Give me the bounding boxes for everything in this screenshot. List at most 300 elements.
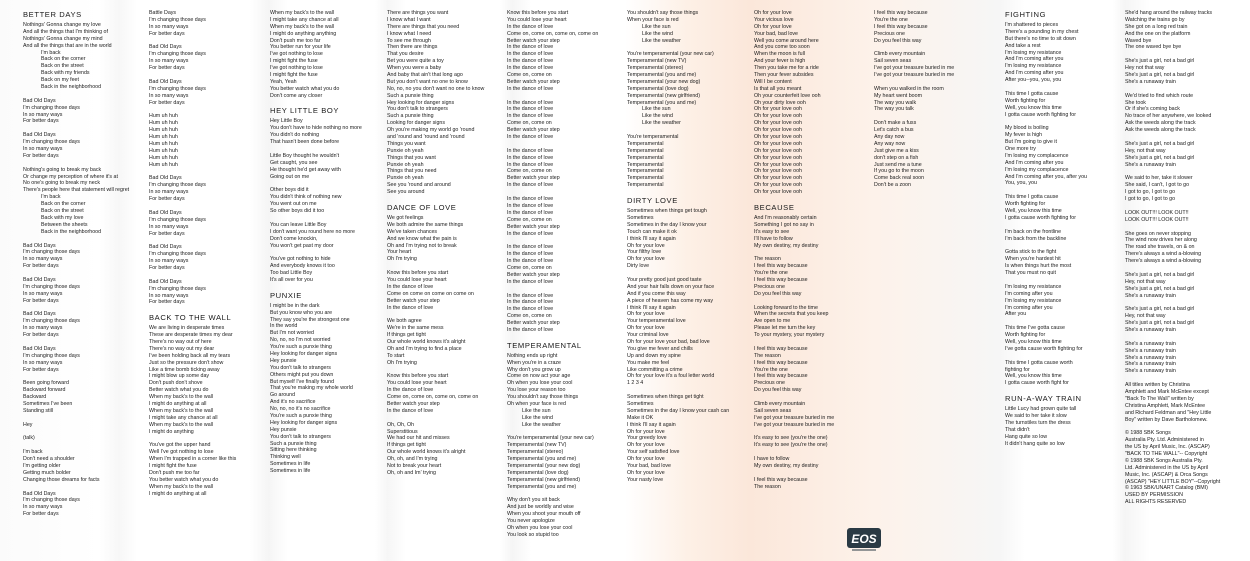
lyric-line: Little Lucy had grown quite tall	[1005, 406, 1077, 413]
lyric-line: We're in the same mess	[387, 325, 444, 332]
lyric-line: She'd hang around the railway tracks	[1125, 10, 1212, 16]
lyric-line: Like a time bomb ticking away	[149, 366, 220, 373]
lyric-line: You've got nothing to hide	[270, 256, 331, 263]
lyric-line: Like the sun	[642, 106, 671, 113]
lyric-line: Oh for your love ooh	[754, 182, 802, 189]
verse-block	[23, 243, 145, 271]
lyric-line: In the dance of love	[507, 202, 554, 209]
lyric-line: When I'm trapped in a corner like this	[149, 456, 237, 463]
lyric-line: You shouldn't say those things	[627, 10, 699, 16]
lyric-line: Or change my perception of where it's at	[23, 173, 118, 180]
lyric-line: Precious one	[874, 30, 905, 37]
lyric-line: When your face is red	[627, 16, 679, 23]
lyric-line: That didn't	[1005, 426, 1030, 433]
lyric-line: There's always a wind a-blowing	[1125, 258, 1202, 265]
lyric-line: Hum uh huh	[149, 134, 178, 141]
song-title: TEMPERAMENTAL	[507, 340, 582, 350]
lyric-line: I might take any chance at all	[149, 414, 218, 421]
lyric-line: To start	[387, 352, 405, 359]
lyric-line: Like the wind	[642, 113, 673, 120]
lyric-line: Oh for your love	[627, 428, 665, 435]
lyric-line: Sail seven seas	[754, 407, 792, 414]
lyric-line: Punxie oh yeah	[387, 147, 424, 154]
lyric-line: And baby that ain't that long ago	[387, 72, 463, 79]
verse-block	[874, 10, 1000, 44]
lyric-line: You're temperamental (your new car)	[627, 51, 714, 58]
lyric-line: Temperamental	[627, 147, 664, 154]
lyric-line: Make it OK	[627, 414, 654, 421]
verse-block	[23, 491, 145, 519]
lyric-line: Been going forward	[23, 380, 69, 387]
lyric-line: Superstitious	[387, 428, 418, 435]
lyric-line: When my back's to the wall	[270, 10, 335, 16]
lyric-line: Better watch your step	[387, 297, 440, 304]
lyric-line: When you're hardest hit	[1005, 256, 1061, 263]
lyric-line: Come on now act your age	[507, 373, 571, 380]
lyric-line: Temperamental (your new dog)	[627, 78, 701, 85]
lyric-line: The one waved bye bye	[1125, 44, 1182, 51]
lyric-line: Hey	[23, 421, 33, 428]
lyric-line: Oh you're making my world go 'round	[387, 127, 475, 134]
lyric-line: Don't push me too far	[149, 469, 200, 476]
lyric-line: In so many ways	[149, 58, 189, 65]
lyric-line: Oh for your love	[627, 442, 665, 449]
lyric-line: She's just a girl, not a bad girl	[1125, 58, 1195, 65]
lyric-line: It's easy to see (you're the one)	[754, 442, 828, 449]
lyric-line: Oh your counterfeit love ooh	[754, 92, 821, 99]
lyric-line: We said to her take it slow	[1005, 412, 1067, 419]
lyric-line: Oh when your face is red	[507, 400, 566, 407]
verse-block	[387, 215, 503, 263]
lyric-line: Things that you need	[387, 168, 437, 175]
lyric-line: I got to go, I got to go	[1125, 189, 1176, 196]
lyric-line: You never apologize	[507, 518, 555, 525]
lyric-line: Nothing ends up right	[507, 352, 558, 359]
credit-line: All titles written by Christina	[1125, 382, 1190, 389]
lyric-line: I'm back on the frontline	[1005, 228, 1062, 235]
song-title: DIRTY LOVE	[627, 196, 678, 206]
lyric-line: Well you come around here	[754, 37, 819, 44]
lyric-line: We had our hit and misses	[387, 435, 450, 442]
lyric-line: Getting much bolder	[23, 469, 71, 476]
lyric-line: Oh for your love ooh	[754, 140, 802, 147]
lyric-line: Bad Old Days	[23, 311, 56, 318]
lyric-line: You make me feel	[627, 359, 670, 366]
song-title: DANCE OF LOVE	[387, 202, 457, 212]
lyric-line: Just send me a tune	[874, 161, 922, 168]
lyric-line: I've been holding back all my tears	[149, 352, 231, 359]
lyric-line: I'm changing those days	[23, 318, 80, 325]
lyric-line: In so many ways	[149, 223, 189, 230]
lyric-line: For better days	[23, 366, 59, 373]
verse-block	[874, 51, 1000, 79]
logo-icon	[846, 527, 882, 553]
lyric-line: Like the sun	[642, 23, 671, 30]
verse-block	[507, 353, 623, 429]
lyric-line: This time I gotta cause	[1005, 90, 1059, 97]
verse-block	[149, 175, 267, 203]
lyric-line: My own destiny, my destiny	[754, 463, 819, 469]
lyric-line: Temperamental (you and me)	[507, 456, 577, 463]
lyric-line: My fever is high	[1005, 132, 1043, 139]
lyric-line: I gotta cause worth fighting for	[1005, 111, 1076, 118]
lyric-line: Bad Old Days	[149, 209, 182, 216]
lyric-line: She's just a girl, not a bad girl	[1125, 271, 1195, 278]
lyric-line: And I'm coming after you	[1005, 159, 1064, 166]
lyric-line: In the dance of love	[507, 278, 554, 285]
lyric-line: In the dance of love	[387, 304, 434, 311]
lyrics-column	[754, 10, 870, 497]
lyric-line: I'm changing those days	[149, 285, 206, 292]
lyric-line: We are living in desperate times	[149, 325, 225, 332]
lyric-line: We've taken chances	[387, 228, 438, 235]
lyric-line: Your criminal love	[627, 332, 669, 339]
lyric-line: You're temperamental	[627, 134, 679, 141]
lyric-line: These are desperate times my dear	[149, 332, 233, 339]
lyric-line: Hey, not that way	[1125, 313, 1166, 320]
lyric-line: But I'm not worried	[270, 330, 314, 337]
lyric-line: In so many ways	[23, 290, 63, 297]
lyric-line: Sometimes in life	[270, 461, 311, 468]
lyric-line: You, you, you	[1005, 180, 1037, 187]
song-title: BETTER DAYS	[23, 10, 82, 19]
credit-line: Australia Pty. Ltd. Administered in	[1125, 437, 1204, 444]
verse-block	[23, 380, 145, 414]
lyric-line: It didn't hang quite so low	[1005, 440, 1065, 447]
credit-line: Christina Amphlett, Mark McEntee	[1125, 402, 1206, 409]
lyric-line: Oh for your love ooh	[754, 113, 802, 120]
lyric-line: In the dance of love	[507, 106, 554, 113]
verse-block	[387, 422, 503, 477]
lyric-line: In the dance of love	[507, 147, 554, 154]
verse-block	[387, 270, 503, 311]
lyric-line: I got to go, I got to go	[1125, 196, 1176, 203]
lyric-line: To see me through	[387, 37, 431, 44]
lyric-line: Oh your dirty love ooh	[754, 99, 806, 106]
lyric-line: Oh, oh and Im' trying	[387, 469, 437, 476]
lyric-line: I'm back from the backline	[1005, 235, 1067, 242]
lyric-line: In so many ways	[23, 504, 63, 511]
lyric-line: Oh for your love	[754, 10, 792, 16]
lyric-line: Yeah, Yeah	[270, 78, 297, 85]
lyric-line: But you know who you are	[270, 309, 333, 316]
lyric-line: I've got your treasure buried in me	[874, 65, 955, 72]
verse-block	[1125, 341, 1245, 375]
lyric-line: And I'm coming after you	[1005, 70, 1064, 77]
lyric-line: Hum uh huh	[149, 127, 178, 134]
lyric-line: No, no, no you don't want no one to know	[387, 85, 485, 92]
lyric-line: It's easy to see (you're the one)	[754, 435, 828, 442]
lyric-line: In so many ways	[23, 146, 63, 153]
verse-block	[149, 10, 267, 38]
lyric-line: And the one on the platform	[1125, 30, 1191, 37]
lyric-line: I've got nothing to lose	[270, 65, 323, 72]
lyric-line: In so many ways	[23, 256, 63, 263]
verse-block	[1005, 325, 1120, 353]
lyric-line: fighting for	[1005, 366, 1030, 373]
verse-block	[1125, 272, 1245, 300]
verse-block	[1125, 58, 1245, 86]
lyric-line: This time I've gotta cause	[1005, 325, 1065, 332]
verse-block	[507, 10, 623, 93]
lyric-line: I gotta cause worth fighting for	[1005, 214, 1076, 221]
lyric-line: She's just a girl, not a bad girl	[1125, 154, 1195, 161]
lyric-line: One more try	[1005, 146, 1036, 153]
lyric-line: She's a runaway train	[1125, 347, 1176, 354]
lyric-line: Oh for your love ooh	[754, 161, 802, 168]
verse-block	[23, 449, 145, 483]
verse-block	[627, 394, 749, 484]
lyric-line: Temperamental	[627, 175, 664, 182]
lyric-line: That hasn't been done before	[270, 139, 340, 146]
lyric-line: Bad Old Days	[23, 132, 56, 139]
lyric-line: No one's going to break my neck	[23, 180, 100, 187]
lyric-line: Better watch your step	[507, 127, 560, 134]
lyric-line: Hum uh huh	[149, 154, 178, 161]
lyric-line: Any way now	[874, 140, 906, 147]
lyric-line: She got on a long red train	[1125, 23, 1188, 30]
lyric-line: Backward	[23, 394, 47, 401]
lyric-line: I'm shattered to pieces	[1005, 22, 1059, 28]
lyric-line: Like the weather	[522, 421, 561, 428]
lyric-line: She's a runaway train	[1125, 340, 1176, 347]
lyric-line: She goes on never stopping	[1125, 230, 1191, 237]
verse-block	[270, 256, 382, 284]
lyric-line: Do you feel this way	[754, 387, 802, 394]
lyric-line: Then there are things	[387, 44, 438, 51]
verse-block	[507, 148, 623, 189]
lyric-line: For better days	[149, 99, 185, 106]
lyric-line: In so many ways	[149, 258, 189, 265]
lyric-line: I'm losing my resistance	[1005, 283, 1062, 290]
verse-block	[507, 293, 623, 334]
lyric-line: Hang quite so low	[1005, 433, 1048, 440]
lyric-line: Like the weather	[642, 120, 681, 127]
lyric-line: I feel this way because	[754, 373, 808, 380]
verse-block	[149, 113, 267, 168]
lyric-line: LOOK OUT!!! LOOK OUT!!	[1125, 216, 1189, 223]
lyric-line: Any day now	[874, 134, 905, 141]
lyric-line: She's a runaway train	[1125, 78, 1176, 85]
lyric-line: Temperamental (you and me)	[627, 72, 697, 79]
verse-block	[754, 10, 870, 196]
lyric-line: You didn't do nothing	[270, 132, 320, 139]
lyric-line: When the secrets that you keep	[754, 311, 829, 318]
lyric-line: And all the things that are in the world	[23, 42, 112, 49]
lyric-line: Bad Old Days	[23, 345, 56, 352]
lyric-line: Better watch your step	[507, 78, 560, 85]
lyric-line: Is that all you meant	[754, 85, 802, 92]
lyric-line: And your fever is high	[754, 58, 806, 65]
lyric-line: Bad Old Days	[23, 97, 56, 104]
lyric-line: Battle Days	[149, 10, 177, 16]
lyric-line: Hum uh huh	[149, 161, 178, 168]
credit-line: © 1963 SBK/UNART Catalog (BMI)	[1125, 485, 1208, 492]
lyric-line: Things that you want	[387, 154, 436, 161]
lyric-line: This time I gotta cause	[1005, 194, 1059, 201]
lyric-line: They say you're the strongest one	[270, 316, 350, 323]
lyric-line: For better days	[149, 30, 185, 37]
lyric-line: You better watch what you do	[149, 476, 219, 483]
lyric-line: Know this before you start	[507, 10, 569, 16]
verse-block	[23, 98, 145, 126]
credit-line: Ltd. Administered in the US by April	[1125, 464, 1209, 471]
lyric-line: Temperamental (new girlfriend)	[507, 476, 581, 483]
lyrics-column	[23, 10, 145, 525]
lyric-line: Come on, come on	[507, 216, 552, 223]
verse-block	[754, 346, 870, 394]
verse-block	[1005, 284, 1120, 318]
lyric-line: There are things you want	[387, 10, 449, 16]
lyric-line: Do you feel this way	[754, 290, 802, 297]
lyric-line: She's just a girl, not a bad girl	[1125, 306, 1195, 313]
lyric-line: You don't talk to strangers	[387, 106, 448, 113]
lyric-line: She's a runaway train	[1125, 361, 1176, 368]
lyric-line: In the dance of love	[507, 292, 554, 299]
verse-block	[1005, 125, 1120, 187]
lyric-line: I'm losing my complacence	[1005, 166, 1069, 173]
lyric-line: And everybody knows it too	[270, 263, 335, 270]
lyric-line: In the dance of love	[507, 230, 554, 237]
lyric-line: Between the sheets	[41, 221, 88, 228]
lyric-line: There's no way out of here	[149, 338, 212, 345]
lyric-line: Sometimes when things get tough	[627, 208, 707, 215]
lyric-line: Temperamental (love dog)	[507, 469, 569, 476]
lyric-line: Thinking well	[270, 454, 301, 461]
lyric-line: Come on, come on	[507, 120, 552, 127]
lyric-line: Get caught, you see	[270, 159, 318, 166]
lyric-line: Such a punxie thing	[387, 113, 434, 120]
lyric-line: When the moon is full	[754, 51, 805, 58]
lyric-line: Temperamental	[627, 168, 664, 175]
lyric-line: I'm changing those days	[149, 182, 206, 189]
lyric-line: Oh for your love	[627, 325, 665, 332]
lyric-line: I feel this way because	[754, 345, 808, 352]
lyric-line: When you walked in the room	[874, 85, 944, 92]
verse-block	[507, 435, 623, 490]
lyric-line: You don't talk to strangers	[270, 433, 331, 440]
lyric-line: Know this before you start	[387, 270, 449, 277]
lyrics-column	[149, 10, 267, 504]
lyric-line: Sometimes in the day I know your	[627, 221, 707, 228]
lyric-line: I feel this way because	[754, 476, 808, 483]
lyric-line: Temperamental (stereo)	[627, 65, 684, 72]
verse-block	[270, 118, 382, 146]
lyric-line: I'm back	[41, 194, 61, 201]
lyric-line: For better days	[149, 264, 185, 271]
lyric-line: For better days	[23, 297, 59, 304]
lyric-line: Oh for your love your bad, bad love	[627, 338, 710, 345]
lyric-line: In so many ways	[149, 23, 189, 30]
lyric-line: Such a punxie thing	[387, 92, 434, 99]
lyric-line: Well I've got nothing to lose	[149, 449, 214, 456]
lyric-line: Sometimes in life	[270, 468, 311, 475]
lyric-line: Back in the neighborhood	[41, 228, 102, 235]
lyric-line: In the dance of love	[507, 65, 554, 72]
verse-block	[507, 244, 623, 285]
verse-block	[1125, 210, 1245, 224]
lyric-line: That you must no quit	[1005, 270, 1056, 277]
verse-block	[387, 318, 503, 366]
lyric-line: You give me fever and chills	[627, 345, 693, 352]
lyric-line: You went out on me	[270, 201, 317, 208]
lyric-line: I might fight the fuse	[149, 463, 197, 469]
lyric-line: Temperamental	[627, 154, 664, 161]
lyric-line: Other boys did it	[270, 187, 309, 194]
lyric-line: Up and down my spine	[627, 352, 681, 359]
lyric-line: Are open to me	[754, 318, 791, 325]
lyric-line: I feel this way because	[754, 276, 808, 283]
verse-block	[149, 210, 267, 238]
lyric-line: I'm changing those days	[149, 216, 206, 223]
lyric-line: I feel this way because	[754, 359, 808, 366]
lyric-line: In so many ways	[23, 111, 63, 118]
lyric-line: don't step on a fish	[874, 154, 919, 161]
lyric-line: Back with my love	[41, 214, 84, 221]
lyric-line: Sail seven seas	[874, 58, 912, 65]
lyric-line: Don't make a fuss	[874, 120, 917, 127]
lyric-line: LOOK OUT!!! LOOK OUT!!	[1125, 209, 1189, 216]
lyric-line: Then you take me for a ride	[754, 65, 819, 72]
lyric-line: Your vicious love	[754, 16, 794, 23]
lyric-line: Don't come any closer	[270, 92, 323, 99]
lyric-line: I'm changing those days	[23, 497, 80, 504]
lyric-line: Worth fighting for	[1005, 201, 1046, 208]
lyric-line: Touch can make it ok	[627, 228, 677, 235]
verse-block	[627, 277, 749, 387]
credit-line: © 1988 SBK Songs Australia Pty.	[1125, 457, 1203, 464]
lyric-line: You look so stupid too	[507, 531, 559, 538]
lyric-line: Better watch your step	[507, 175, 560, 182]
lyric-line: Hum uh huh	[149, 113, 178, 120]
verse-block	[627, 208, 749, 270]
lyric-line: You're the one	[754, 270, 788, 277]
song-title: BECAUSE	[754, 202, 795, 212]
verse-block	[387, 10, 503, 196]
lyric-line: For better days	[149, 65, 185, 72]
lyric-line: Worth fighting for	[1005, 97, 1046, 104]
lyric-line: Changing those dreams for facts	[23, 476, 100, 483]
lyric-line: You could lose your heart	[387, 276, 447, 283]
lyric-line: But there's no time to sit down	[1005, 35, 1076, 42]
verse-block	[1125, 175, 1245, 203]
lyric-line: You're such a punxie thing	[270, 412, 332, 419]
lyric-line: You shouldn't say those things	[507, 394, 579, 401]
lyric-line: Nothings' Gonna change my mind	[23, 35, 103, 42]
lyric-line: Oh and I'm trying not to break	[387, 242, 457, 249]
verse-block	[754, 477, 870, 491]
lyric-line: Come on come on come on come on	[387, 290, 474, 297]
lyric-line: and 'round and 'round and 'round	[387, 134, 465, 141]
verse-block	[1125, 231, 1245, 265]
lyric-line: I'm changing those days	[149, 51, 206, 58]
lyric-line: Temperamental (your new dog)	[507, 463, 581, 469]
verse-block	[23, 435, 145, 442]
verse-block	[754, 256, 870, 297]
lyric-line: Know this before you start	[387, 373, 449, 380]
lyric-line: After you	[1005, 311, 1027, 318]
lyric-line: Sometimes I've been	[23, 400, 73, 407]
verse-block	[23, 277, 145, 305]
lyric-line: Sometimes in the day I know your cash can	[627, 407, 730, 414]
lyric-line: I don't want you round here no more	[270, 228, 355, 235]
lyric-line: Gotta stick to the fight	[1005, 249, 1057, 256]
lyric-line: And take a rest	[1005, 42, 1041, 49]
lyric-line: In the dance of love	[507, 85, 554, 92]
credit-line: USED BY PERMISSION	[1125, 492, 1183, 499]
lyric-line: Better watch your step	[507, 271, 560, 278]
lyric-line: Such a punxie thing	[270, 440, 317, 447]
